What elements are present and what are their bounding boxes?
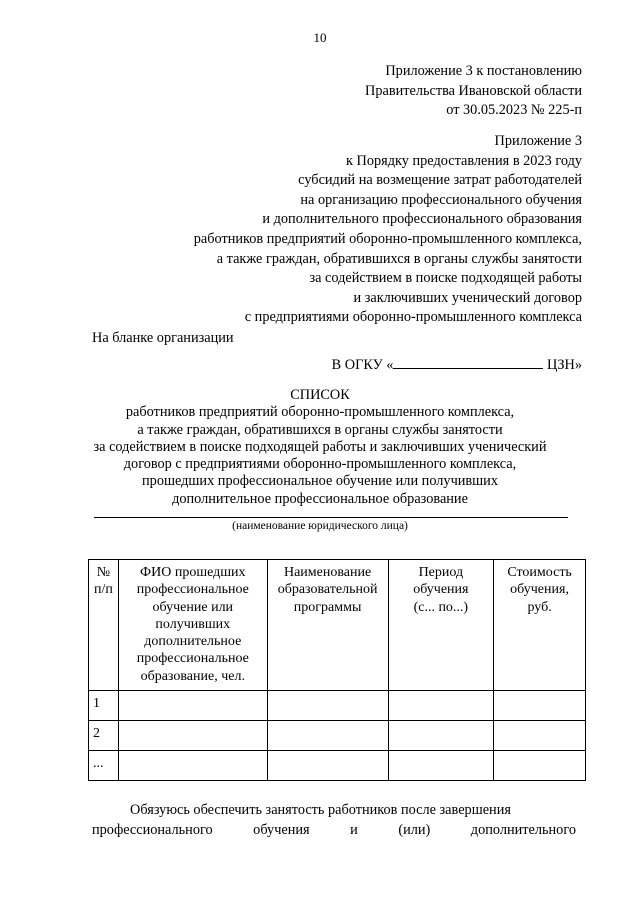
appendix-procedure-line: работников предприятий оборонно-промышленного комплекса, — [193, 230, 582, 247]
table-row — [89, 721, 586, 751]
legal-entity-caption: (наименование юридического лица) — [232, 520, 408, 532]
title-line: за содействием в поиске подходящей работы и заключивших ученический — [93, 438, 547, 455]
table-cell — [388, 691, 494, 721]
table-cell — [494, 751, 586, 781]
trainees-table — [88, 559, 586, 781]
table-cell — [494, 691, 586, 721]
table-cell: 2 — [89, 721, 119, 751]
appendix-procedure-line: и заключивших ученический договор — [353, 289, 582, 306]
header-period: Период обучения (с... по...) — [388, 560, 494, 691]
appendix-procedure-line: субсидий на возмещение затрат работодателей — [298, 172, 582, 189]
header-number: № п/п — [89, 560, 119, 691]
addressee-suffix: ЦЗН» — [547, 357, 582, 373]
table-cell — [118, 691, 267, 721]
header-full-name: ФИО прошедших профессиональное обучение или получивших дополнительное профессиональное образование, чел. — [118, 560, 267, 691]
appendix-procedure-line: за содействием в поиске подходящей работы — [309, 270, 582, 287]
table-cell — [267, 721, 388, 751]
document-title — [0, 387, 640, 508]
addressee — [332, 355, 582, 374]
table-cell — [494, 721, 586, 751]
legal-entity-line — [94, 517, 568, 518]
header-cost: Стоимость обучения, руб. — [494, 560, 586, 691]
appendix-header-line: Правительства Ивановской области — [365, 82, 582, 99]
appendix-header-line: Приложение 3 к постановлению — [385, 63, 582, 79]
appendix-procedure-line: с предприятиями оборонно-промышленного комплекса — [244, 309, 582, 326]
title-line: работников предприятий оборонно-промышленного комплекса, — [125, 404, 515, 421]
paragraph-line: Обязуюсь обеспечить занятость работников после завершения — [130, 802, 511, 818]
appendix-header — [365, 62, 582, 121]
appendix-procedure-line: а также граждан, обратившихся в органы службы занятости — [216, 250, 582, 267]
appendix-procedure-line: Приложение 3 — [494, 133, 582, 149]
title-line: а также граждан, обратившихся в органы службы занятости — [137, 421, 503, 438]
title-heading: СПИСОК — [290, 387, 350, 403]
appendix-header-line: от 30.05.2023 № 225-п — [446, 102, 582, 119]
page-number: 10 — [313, 30, 327, 45]
paragraph-line: профессионального обучения и (или) дополнительного — [92, 822, 576, 838]
table-cell: ... — [89, 751, 119, 781]
appendix-procedure-line: к Порядку предоставления в 2023 году — [346, 152, 582, 169]
title-line: договор с предприятиями оборонно-промышленного комплекса, — [123, 456, 517, 473]
appendix-procedure — [194, 132, 582, 328]
commitment-paragraph — [92, 800, 576, 840]
table-row — [89, 751, 586, 781]
table-header-row — [89, 560, 586, 691]
table-cell: 1 — [89, 691, 119, 721]
addressee-prefix: В ОГКУ « — [331, 357, 394, 373]
title-line: дополнительное профессиональное образование — [172, 490, 468, 507]
table-cell — [388, 721, 494, 751]
appendix-procedure-line: на организацию профессионального обучения — [300, 191, 582, 208]
table-cell — [267, 691, 388, 721]
table-row — [89, 691, 586, 721]
addressee-blank-line — [393, 355, 543, 369]
table-cell — [267, 751, 388, 781]
table-cell — [388, 751, 494, 781]
header-program: Наименование образовательной программы — [267, 560, 388, 691]
table-cell — [118, 721, 267, 751]
title-line: прошедших профессиональное обучение или получивших — [142, 473, 498, 490]
table-cell — [118, 751, 267, 781]
appendix-procedure-line: и дополнительного профессионального образования — [262, 211, 582, 228]
letterhead-note: На бланке организации — [92, 330, 234, 346]
